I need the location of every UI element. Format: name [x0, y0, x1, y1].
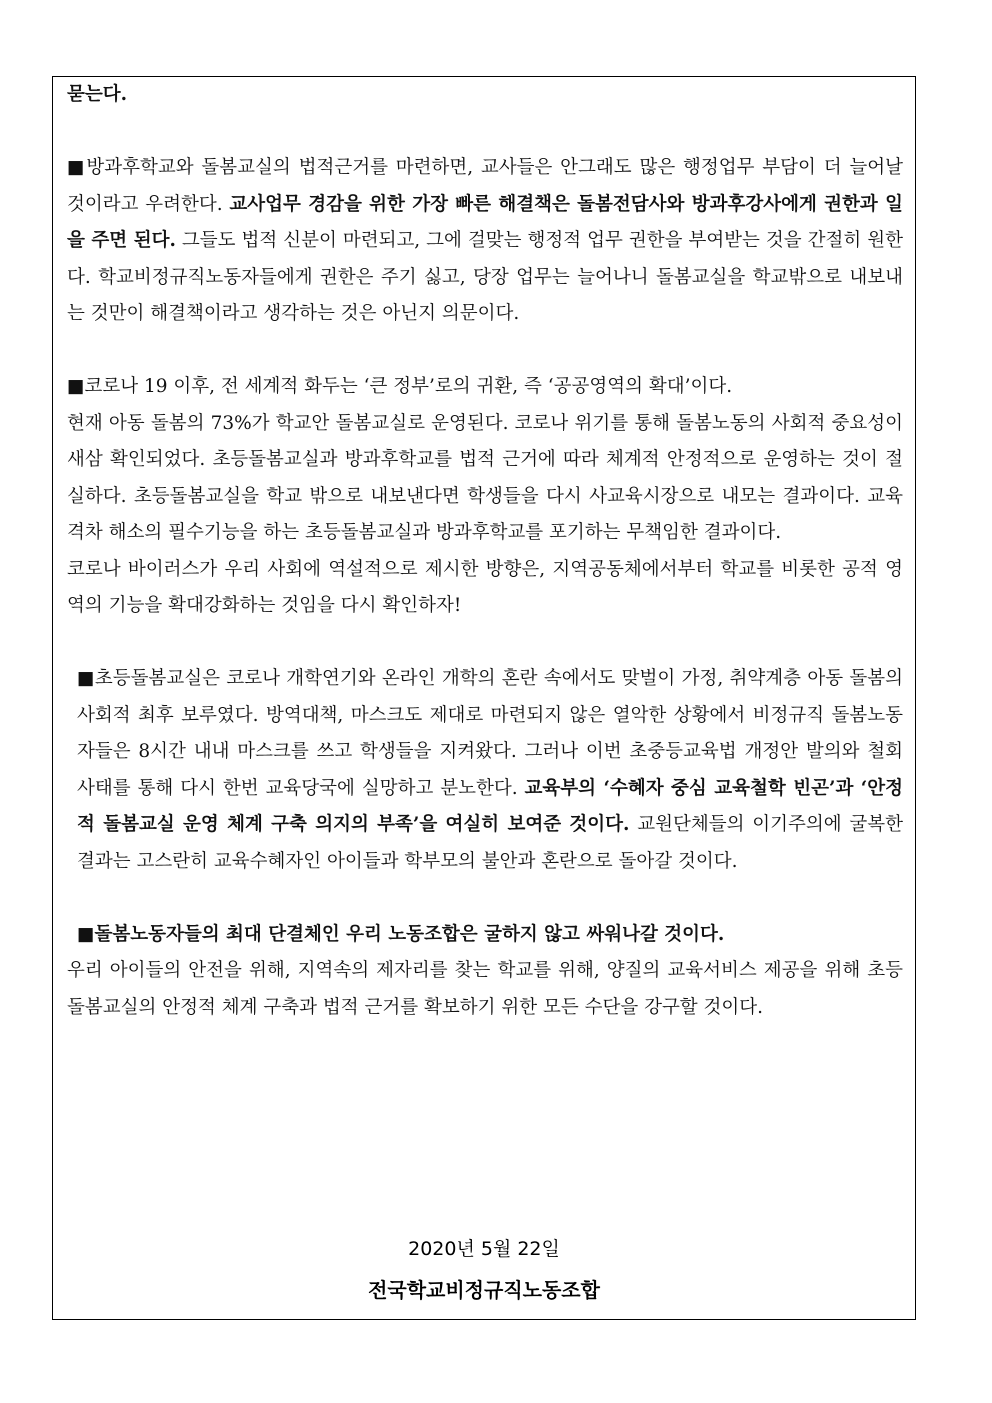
paragraph-union-body: 우리 아이들의 안전을 위해, 지역속의 제자리를 찾는 학교를 위해, 양질의 교육서비스 제공을 위해 초등돌봄교실의 안정적 체계 구축과 법적 근거를 확보하기 위한 모든 수단을 강구할 것이다.: [67, 960, 903, 1018]
paragraph-admin-burden: [67, 150, 903, 333]
p3-bold: 교육부의 ‘수혜자 중심 교육철학 빈곤’과 ‘안정적 돌봄교실 운영 체계 구축 의지의 부족’을 여실히 보여준 것이다.: [77, 777, 903, 835]
paragraph-care-classroom: [67, 661, 903, 880]
paragraph-gap: [67, 625, 903, 662]
paragraph-corona-closing: 코로나 바이러스가 우리 사회에 역설적으로 제시한 방향은, 지역공동체에서부터 학교를 비롯한 공적 영역의 기능을 확대강화하는 것임을 다시 확인하자!: [67, 558, 903, 616]
paragraph-gap: [67, 114, 903, 151]
document-frame: [52, 76, 916, 1320]
paragraph-corona-body: 현재 아동 돌봄의 73%가 학교안 돌봄교실로 운영된다. 코로나 위기를 통해 돌봄노동의 사회적 중요성이 새삼 확인되었다. 초등돌봄교실과 방과후학교를 법적 근거에 따라 체계적 안정적으로 운영하는 것이 절실하다. 초등돌봄교실을 학교 밖으로 내보낸다면 학생들을 다시 사교육시장으로 내모는 결과이다. 교육격차 해소의 필수기능을 하는 초등돌봄교실과 방과후학교를 포기하는 무책임한 결과이다.: [67, 412, 903, 543]
opening-line: 묻는다.: [67, 84, 128, 105]
p1-bold: 교사업무 경감을 위한 가장 빠른 해결책은 돌봄전담사와 방과후강사에게 권한과 일을 주면 된다.: [67, 193, 903, 251]
paragraph-union-heading: ■돌봄노동자들의 최대 단결체인 우리 노동조합은 굴하지 않고 싸워나갈 것이다.: [77, 923, 725, 945]
p1-text-c: 그들도 법적 신분이 마련되고, 그에 걸맞는 행정적 업무 권한을 부여받는 것을 간절히 원한다. 학교비정규직노동자들에게 권한은 주기 싫고, 당장 업무는 늘어나니 돌봄교실을 학교밖으로 내보내는 것만이 해결책이라고 생각하는 것은 아닌지 의문이다.: [67, 230, 903, 324]
paragraph-corona-heading: ■코로나 19 이후, 전 세계적 화두는 ‘큰 정부’로의 귀환, 즉 ‘공공영역의 확대’이다.: [67, 376, 733, 397]
p1-text-a: ■방과후학교와 돌봄교실의 법적근거를 마련하면, 교사들은 안그래도 많은 행정업무 부담이 더 늘어날 것이라고 우려한다.: [67, 157, 903, 215]
p3-text-c: 교원단체들의 이기주의에 굴복한 결과는 고스란히 교육수혜자인 아이들과 학부모의 불안과 혼란으로 돌아갈 것이다.: [77, 814, 904, 872]
organization-name: 전국학교비정규직노동조합: [368, 1278, 600, 1302]
statement-date: 2020년 5월 22일: [408, 1238, 560, 1260]
p3-text-a: ■초등돌봄교실은 코로나 개학연기와 온라인 개학의 혼란 속에서도 맞벌이 가정, 취약계층 아동 돌봄의 사회적 최후 보루였다. 방역대책, 마스크도 제대로 마련되지 않은 열악한 상황에서 비정규직 돌봄노동자들은 8시간 내내 마스크를 쓰고 학생들을 지켜왔다. 그러나 이번 초중등교육법 개정안 발의와 철회 사태를 통해 다시 한번 교육당국에 실망하고 분노한다.: [77, 668, 903, 799]
paragraph-gap: [67, 333, 903, 370]
paragraph-gap: [67, 880, 903, 917]
statement-body: [67, 77, 903, 1026]
